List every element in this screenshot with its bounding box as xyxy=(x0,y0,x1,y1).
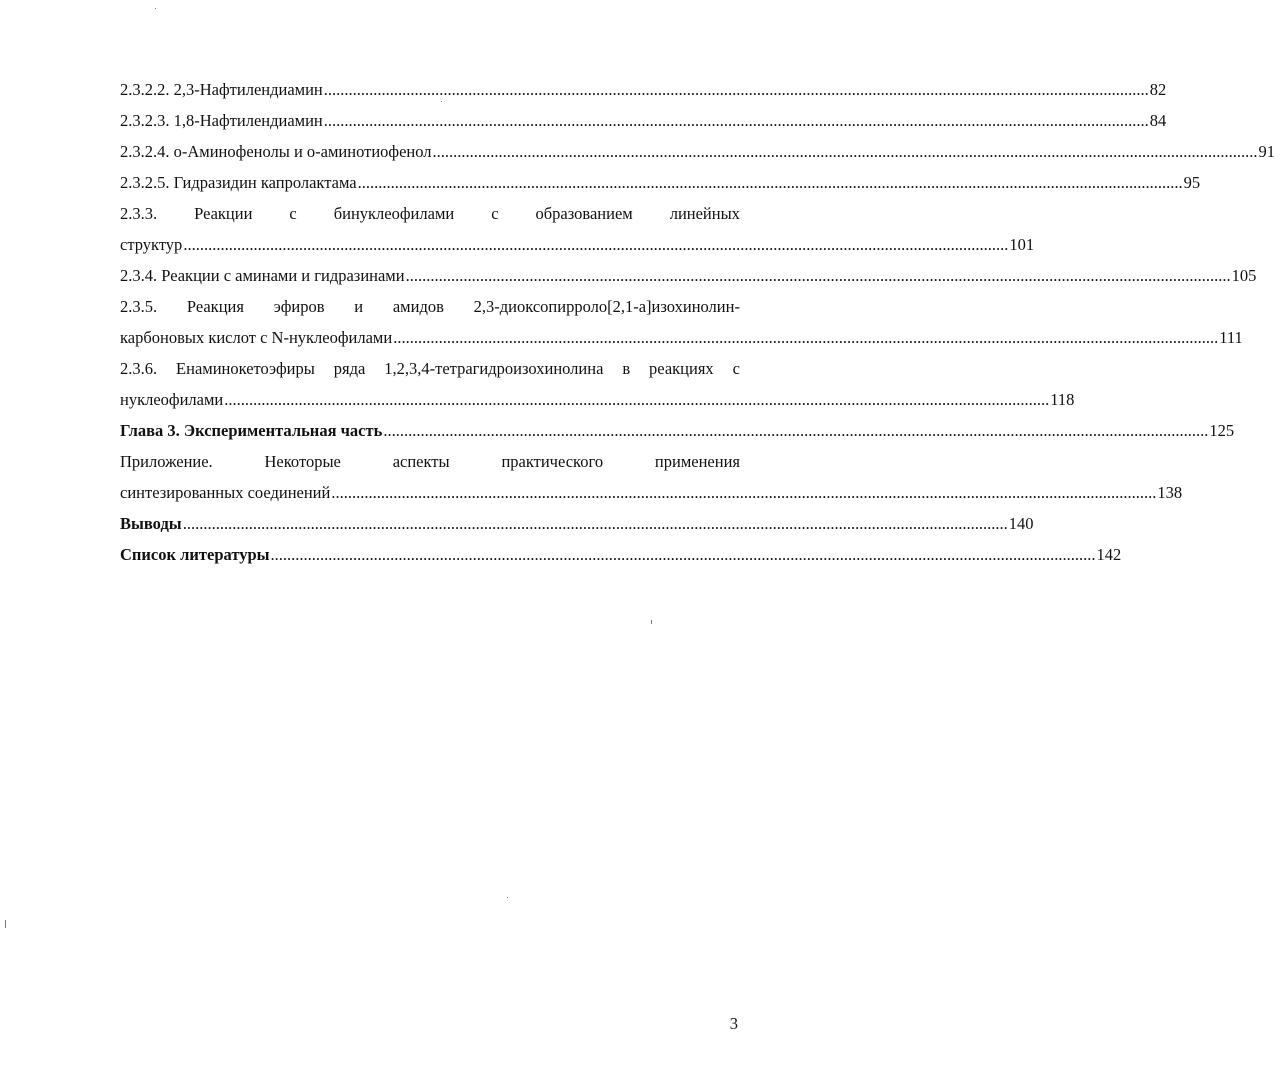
dot-leader: ........................................................................................................................................................................................................ xyxy=(182,514,1008,533)
toc-entry-label: структур xyxy=(120,235,183,254)
toc-word: бинуклеофилами xyxy=(333,204,455,223)
toc-entry-label: Глава 3. Экспериментальная часть xyxy=(120,421,383,440)
scan-speck xyxy=(441,101,442,102)
dot-leader: ........................................................................................................................................................................................................ xyxy=(357,173,1183,192)
toc-word: Приложение. xyxy=(120,452,213,471)
toc-entry-page: 101 xyxy=(1009,235,1035,254)
toc-entry xyxy=(120,260,1257,291)
toc-entry-first-line xyxy=(120,198,740,229)
dot-leader: ........................................................................................................................................................................................................ xyxy=(224,390,1050,409)
toc-word: ряда xyxy=(333,359,366,378)
dot-leader: ........................................................................................................................................................................................................ xyxy=(432,142,1258,161)
dot-leader: ........................................................................................................................................................................................................ xyxy=(270,545,1096,564)
dot-leader: ........................................................................................................................................................................................................ xyxy=(323,111,1149,130)
toc-word: 1,2,3,4-тетрагидроизохинолина xyxy=(384,359,604,378)
toc-entry-page: 140 xyxy=(1008,514,1034,533)
scan-speck xyxy=(507,897,508,898)
toc-word: в xyxy=(622,359,631,378)
toc-entry xyxy=(120,384,1075,415)
toc-entry xyxy=(120,229,1035,260)
toc-word: эфиров xyxy=(273,297,325,316)
toc-word: Енаминокетоэфиры xyxy=(176,359,315,378)
toc-entry-page: 82 xyxy=(1149,80,1167,99)
toc-entry-label: карбоновых кислот с N-нуклеофилами xyxy=(120,328,393,347)
toc-word: с xyxy=(732,359,740,378)
toc-word: амидов xyxy=(392,297,444,316)
toc-word: 2,3-диоксопирроло[2,1-а]изохинолин- xyxy=(473,297,740,316)
dot-leader: ........................................................................................................................................................................................................ xyxy=(383,421,1209,440)
dot-leader: ........................................................................................................................................................................................................ xyxy=(405,266,1231,285)
dot-leader: ........................................................................................................................................................................................................ xyxy=(393,328,1219,347)
toc-entry xyxy=(120,105,1167,136)
dot-leader: ........................................................................................................................................................................................................ xyxy=(331,483,1157,502)
toc-entry-page: 118 xyxy=(1050,390,1075,409)
toc-entry xyxy=(120,167,1201,198)
toc-entry-page: 95 xyxy=(1183,173,1201,192)
toc-entry-page: 105 xyxy=(1231,266,1257,285)
toc-word: реакциях xyxy=(649,359,714,378)
toc-entry-page: 91 xyxy=(1258,142,1275,161)
toc-entry-label: синтезированных соединений xyxy=(120,483,331,502)
toc-word: Реакция xyxy=(186,297,244,316)
toc-entry-label: 2.3.2.3. 1,8-Нафтилендиамин xyxy=(120,111,323,130)
toc-entry-page: 142 xyxy=(1096,545,1122,564)
table-of-contents xyxy=(120,74,1275,570)
toc-word: с xyxy=(289,204,297,223)
toc-entry-chapter xyxy=(120,508,1034,539)
toc-word: 2.3.6. xyxy=(120,359,158,378)
toc-entry-first-line xyxy=(120,446,740,477)
toc-entry-first-line xyxy=(120,291,740,322)
toc-word: аспекты xyxy=(392,452,450,471)
page-number: 3 xyxy=(729,1014,738,1033)
scan-speck xyxy=(155,8,156,9)
toc-entry-page: 111 xyxy=(1219,328,1243,347)
toc-word: 2.3.3. xyxy=(120,204,158,223)
toc-entry-label: Список литературы xyxy=(120,545,270,564)
toc-entry-label: 2.3.2.2. 2,3-Нафтилендиамин xyxy=(120,80,323,99)
toc-entry-label: 2.3.2.4. о-Аминофенолы и о-аминотиофенол xyxy=(120,142,432,161)
scan-speck xyxy=(5,920,6,928)
toc-entry-label: Выводы xyxy=(120,514,182,533)
toc-word: линейных xyxy=(669,204,740,223)
toc-entry-page: 84 xyxy=(1149,111,1167,130)
toc-entry xyxy=(120,322,1243,353)
toc-word: Реакции xyxy=(194,204,253,223)
toc-entry-page: 125 xyxy=(1209,421,1235,440)
toc-entry-chapter xyxy=(120,539,1122,570)
toc-entry-label: нуклеофилами xyxy=(120,390,224,409)
toc-entry-label: 2.3.2.5. Гидразидин капролактама xyxy=(120,173,357,192)
dot-leader: ........................................................................................................................................................................................................ xyxy=(323,80,1149,99)
toc-entry xyxy=(120,477,1183,508)
toc-word: применения xyxy=(654,452,740,471)
toc-entry-chapter xyxy=(120,415,1235,446)
toc-word: с xyxy=(491,204,499,223)
toc-entry xyxy=(120,136,1275,167)
toc-entry-first-line xyxy=(120,353,740,384)
toc-word: и xyxy=(354,297,364,316)
toc-word: 2.3.5. xyxy=(120,297,158,316)
scan-speck xyxy=(651,620,652,624)
dot-leader: ........................................................................................................................................................................................................ xyxy=(183,235,1009,254)
toc-entry-label: 2.3.4. Реакции с аминами и гидразинами xyxy=(120,266,405,285)
toc-word: образованием xyxy=(535,204,633,223)
toc-word: практического xyxy=(501,452,604,471)
toc-entry-page: 138 xyxy=(1157,483,1183,502)
toc-word: Некоторые xyxy=(264,452,341,471)
toc-entry xyxy=(120,74,1167,105)
